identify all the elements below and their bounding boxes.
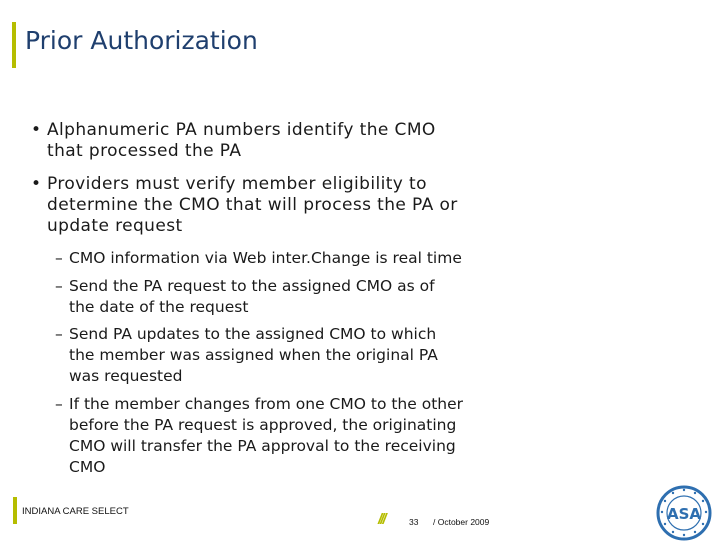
sub-bullet-item bbox=[55, 248, 539, 269]
seal-logo-icon bbox=[655, 484, 713, 542]
bullet-item bbox=[31, 120, 547, 162]
seal-logo-text: ASA bbox=[666, 505, 702, 523]
bullet-marker: • bbox=[31, 120, 42, 140]
footer-program-name: INDIANA CARE SELECT bbox=[22, 506, 129, 517]
sub-bullet-line: was requested bbox=[69, 367, 183, 385]
footer-slashes: /// bbox=[378, 511, 385, 528]
sub-bullet-line: CMO information via Web inter.Change is real time bbox=[69, 249, 462, 267]
bullet-line: determine the CMO that will process the PA or bbox=[47, 195, 458, 215]
sub-bullet-line: the member was assigned when the original PA bbox=[69, 346, 438, 364]
sub-bullet-item bbox=[55, 324, 539, 387]
bullet-line: that processed the PA bbox=[47, 141, 242, 161]
sub-bullet-line: CMO bbox=[69, 458, 106, 476]
page-number: 33 bbox=[409, 517, 419, 527]
sub-bullet-item bbox=[55, 276, 539, 318]
sub-bullet-line: Send the PA request to the assigned CMO as of bbox=[69, 277, 435, 295]
footer-date: / October 2009 bbox=[433, 517, 490, 527]
dash-marker: – bbox=[55, 325, 63, 343]
bullet-item bbox=[31, 174, 547, 237]
sub-bullet-line: the date of the request bbox=[69, 298, 249, 316]
slide-title: Prior Authorization bbox=[25, 26, 258, 55]
bullet-marker: • bbox=[31, 174, 42, 194]
footer-accent-bar bbox=[13, 497, 17, 524]
sub-bullet-line: If the member changes from one CMO to the other bbox=[69, 395, 464, 413]
sub-bullet-item bbox=[55, 394, 539, 478]
sub-bullet-line: Send PA updates to the assigned CMO to which bbox=[69, 325, 437, 343]
bullet-line: Alphanumeric PA numbers identify the CMO bbox=[47, 120, 436, 140]
bullet-line: update request bbox=[47, 216, 183, 236]
dash-marker: – bbox=[55, 277, 63, 295]
dash-marker: – bbox=[55, 395, 63, 413]
sub-bullet-line: before the PA request is approved, the originating bbox=[69, 416, 457, 434]
bullet-line: Providers must verify member eligibility to bbox=[47, 174, 427, 194]
sub-bullet-line: CMO will transfer the PA approval to the receiving bbox=[69, 437, 456, 455]
dash-marker: – bbox=[55, 249, 63, 267]
